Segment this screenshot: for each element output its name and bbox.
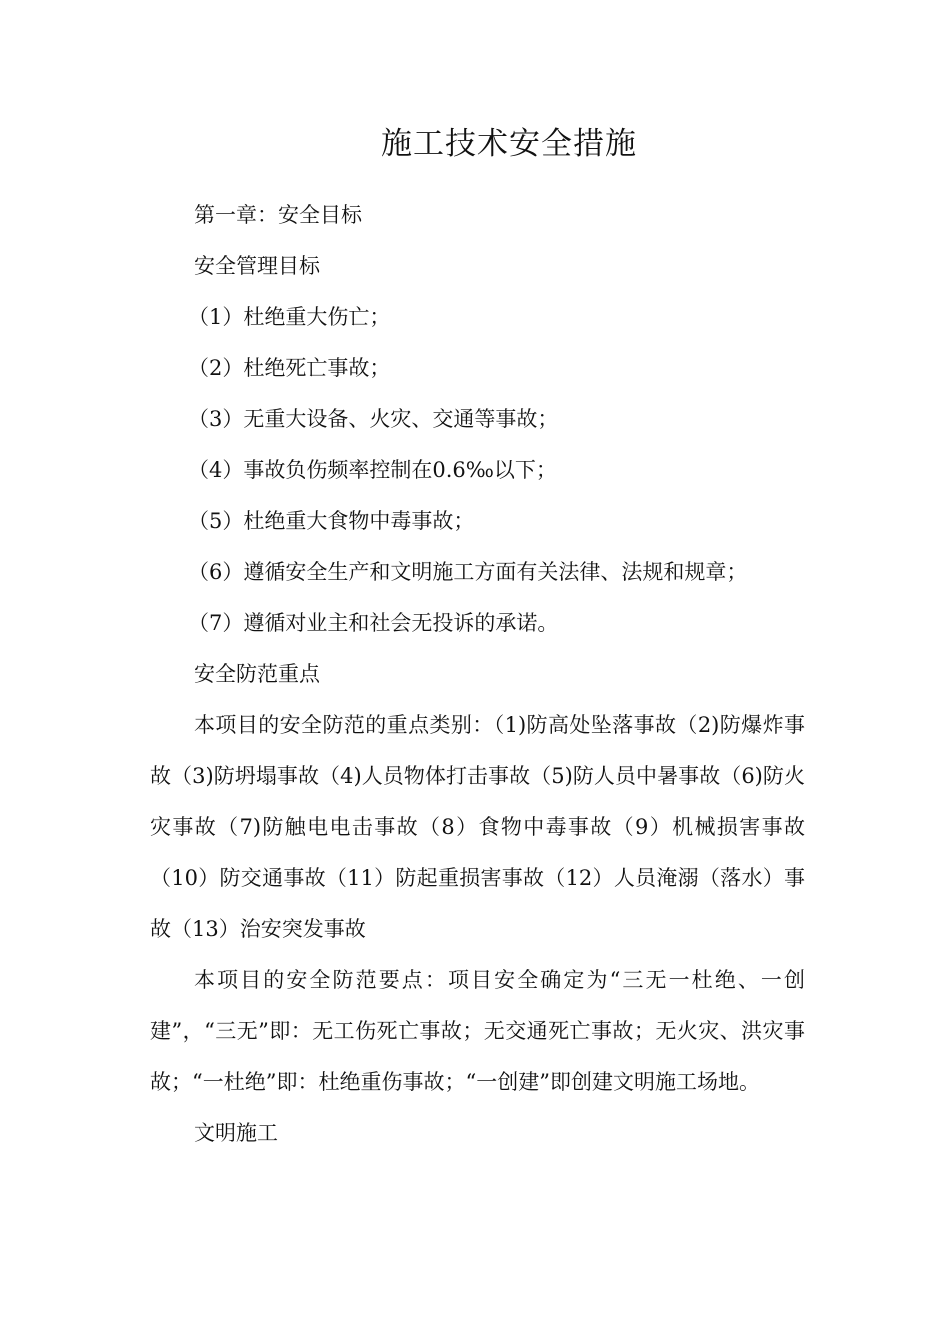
section-heading-safety-management: 安全管理目标 — [194, 254, 320, 278]
chapter-heading: 第一章：安全目标 — [194, 203, 362, 227]
document-body — [150, 190, 805, 1159]
list-item: （3）无重大设备、火灾、交通等事故； — [188, 407, 559, 431]
list-item: （6）遵循安全生产和文明施工方面有关法律、法规和规章； — [188, 560, 748, 584]
section-heading-prevention: 安全防范重点 — [194, 662, 320, 686]
list-item: （1）杜绝重大伤亡； — [188, 305, 391, 329]
list-item: （2）杜绝死亡事故； — [188, 356, 391, 380]
document-title: 施工技术安全措施 — [381, 126, 637, 162]
paragraph-prevention-points: 本项目的安全防范要点：项目安全确定为“三无一杜绝、一创建”，“三无”即：无工伤死亡事故；无交通死亡事故；无火灾、洪灾事故；“一杜绝”即：杜绝重伤事故；“一创建”即创建文明施工场地。 — [150, 968, 805, 1094]
list-item: （5）杜绝重大食物中毒事故； — [188, 509, 475, 533]
list-item: （7）遵循对业主和社会无投诉的承诺。 — [188, 611, 559, 635]
section-heading-civilized-construction: 文明施工 — [194, 1121, 278, 1145]
paragraph-prevention-categories: 本项目的安全防范的重点类别：（1)防高处坠落事故（2)防爆炸事故（3)防坍塌事故（4)人员物体打击事故（5)防人员中暑事故（6)防火灾事故（7)防触电电击事故（8）食物中毒事故（9）机械损害事故（10）防交通事故（11）防起重损害事故（12）人员淹溺（落水）事故（13）治安突发事故 — [150, 713, 805, 941]
list-item: （4）事故负伤频率控制在0.6‰以下； — [188, 458, 557, 482]
